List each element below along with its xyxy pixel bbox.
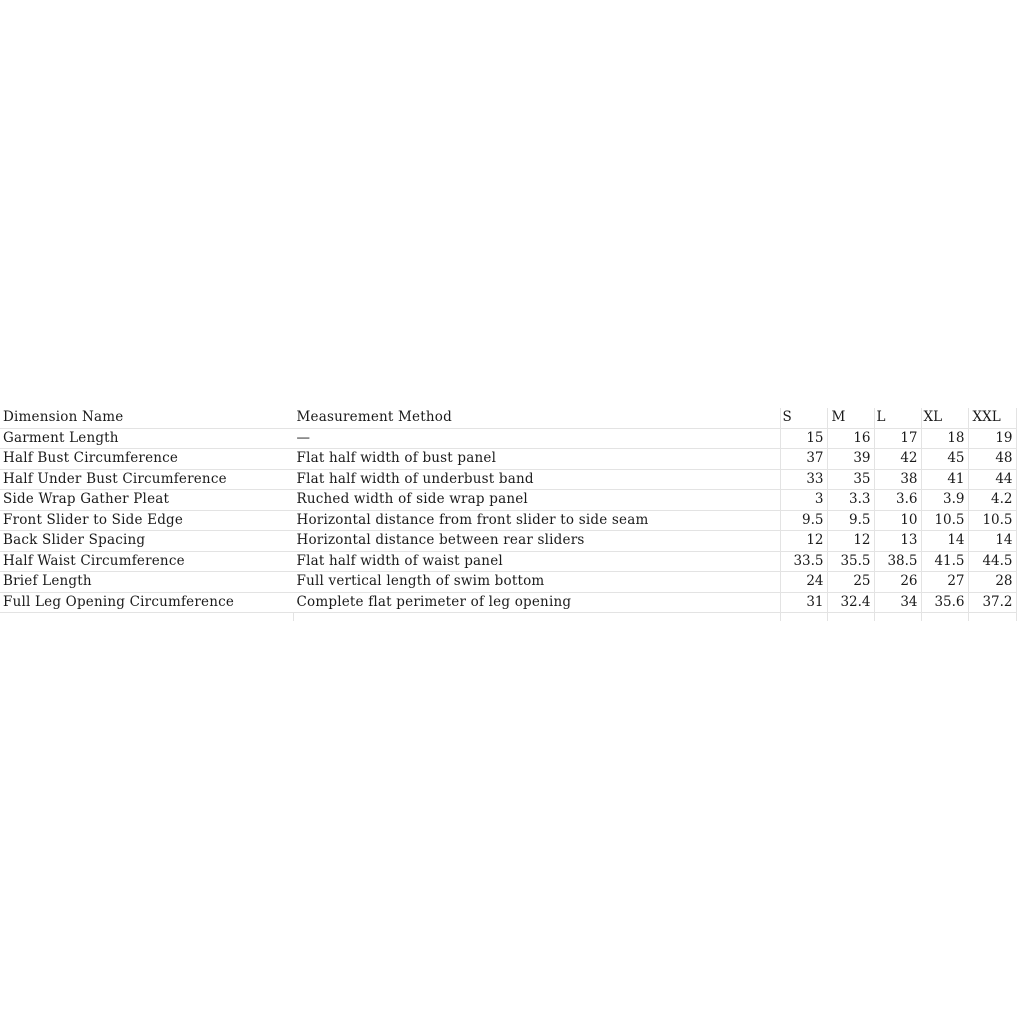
size-chart-table [0, 408, 1017, 621]
header-measurement-method[interactable]: Measurement Method [293, 408, 780, 428]
empty-cell[interactable] [780, 613, 827, 622]
table-row [0, 469, 1016, 490]
size-m-value-cell[interactable]: 35.5 [827, 551, 874, 572]
header-size-xxl[interactable]: XXL [968, 408, 1016, 428]
size-xl-value-cell[interactable]: 41.5 [921, 551, 968, 572]
size-s-value-cell[interactable]: 31 [780, 592, 827, 613]
size-xxl-value-cell[interactable]: 48 [968, 449, 1016, 470]
measurement-method-cell[interactable]: Horizontal distance between rear sliders [293, 531, 780, 552]
header-size-s[interactable]: S [780, 408, 827, 428]
size-l-value-cell[interactable]: 38.5 [874, 551, 921, 572]
size-xl-value-cell[interactable]: 27 [921, 572, 968, 593]
empty-grid-row [0, 613, 1016, 622]
table-row [0, 592, 1016, 613]
header-size-m[interactable]: M [827, 408, 874, 428]
table-row [0, 428, 1016, 449]
size-l-value-cell[interactable]: 13 [874, 531, 921, 552]
size-xxl-value-cell[interactable]: 28 [968, 572, 1016, 593]
empty-cell[interactable] [0, 613, 293, 622]
size-m-value-cell[interactable]: 12 [827, 531, 874, 552]
empty-cell[interactable] [293, 613, 780, 622]
empty-cell[interactable] [874, 613, 921, 622]
table-row [0, 510, 1016, 531]
size-m-value-cell[interactable]: 35 [827, 469, 874, 490]
size-s-value-cell[interactable]: 3 [780, 490, 827, 511]
header-row [0, 408, 1016, 428]
size-l-value-cell[interactable]: 38 [874, 469, 921, 490]
table-row [0, 531, 1016, 552]
dimension-name-cell[interactable]: Full Leg Opening Circumference [0, 592, 293, 613]
size-l-value-cell[interactable]: 17 [874, 428, 921, 449]
size-l-value-cell[interactable]: 42 [874, 449, 921, 470]
dimension-name-cell[interactable]: Brief Length [0, 572, 293, 593]
size-s-value-cell[interactable]: 37 [780, 449, 827, 470]
size-s-value-cell[interactable]: 33.5 [780, 551, 827, 572]
size-chart-sheet [0, 408, 1024, 621]
measurement-method-cell[interactable]: Flat half width of underbust band [293, 469, 780, 490]
size-xxl-value-cell[interactable]: 14 [968, 531, 1016, 552]
size-l-value-cell[interactable]: 10 [874, 510, 921, 531]
size-xxl-value-cell[interactable]: 44.5 [968, 551, 1016, 572]
size-xl-value-cell[interactable]: 41 [921, 469, 968, 490]
size-s-value-cell[interactable]: 15 [780, 428, 827, 449]
size-m-value-cell[interactable]: 25 [827, 572, 874, 593]
dimension-name-cell[interactable]: Side Wrap Gather Pleat [0, 490, 293, 511]
measurement-method-cell[interactable]: Complete flat perimeter of leg opening [293, 592, 780, 613]
size-xl-value-cell[interactable]: 10.5 [921, 510, 968, 531]
size-xxl-value-cell[interactable]: 10.5 [968, 510, 1016, 531]
measurement-method-cell[interactable]: Ruched width of side wrap panel [293, 490, 780, 511]
measurement-method-cell[interactable]: Full vertical length of swim bottom [293, 572, 780, 593]
header-size-xl[interactable]: XL [921, 408, 968, 428]
header-dimension-name[interactable]: Dimension Name [0, 408, 293, 428]
size-xl-value-cell[interactable]: 35.6 [921, 592, 968, 613]
size-m-value-cell[interactable]: 32.4 [827, 592, 874, 613]
size-m-value-cell[interactable]: 9.5 [827, 510, 874, 531]
size-s-value-cell[interactable]: 12 [780, 531, 827, 552]
size-xxl-value-cell[interactable]: 37.2 [968, 592, 1016, 613]
table-row [0, 490, 1016, 511]
size-m-value-cell[interactable]: 3.3 [827, 490, 874, 511]
measurement-method-cell[interactable]: — [293, 428, 780, 449]
header-size-l[interactable]: L [874, 408, 921, 428]
size-s-value-cell[interactable]: 9.5 [780, 510, 827, 531]
size-xxl-value-cell[interactable]: 19 [968, 428, 1016, 449]
size-m-value-cell[interactable]: 16 [827, 428, 874, 449]
dimension-name-cell[interactable]: Half Waist Circumference [0, 551, 293, 572]
size-s-value-cell[interactable]: 24 [780, 572, 827, 593]
size-s-value-cell[interactable]: 33 [780, 469, 827, 490]
size-xl-value-cell[interactable]: 45 [921, 449, 968, 470]
size-xl-value-cell[interactable]: 3.9 [921, 490, 968, 511]
size-m-value-cell[interactable]: 39 [827, 449, 874, 470]
measurement-method-cell[interactable]: Horizontal distance from front slider to side seam [293, 510, 780, 531]
dimension-name-cell[interactable]: Half Under Bust Circumference [0, 469, 293, 490]
measurement-method-cell[interactable]: Flat half width of bust panel [293, 449, 780, 470]
size-xl-value-cell[interactable]: 18 [921, 428, 968, 449]
size-l-value-cell[interactable]: 3.6 [874, 490, 921, 511]
size-xl-value-cell[interactable]: 14 [921, 531, 968, 552]
table-row [0, 551, 1016, 572]
measurement-method-cell[interactable]: Flat half width of waist panel [293, 551, 780, 572]
dimension-name-cell[interactable]: Garment Length [0, 428, 293, 449]
size-xxl-value-cell[interactable]: 44 [968, 469, 1016, 490]
table-row [0, 449, 1016, 470]
size-l-value-cell[interactable]: 26 [874, 572, 921, 593]
empty-cell[interactable] [921, 613, 968, 622]
dimension-name-cell[interactable]: Front Slider to Side Edge [0, 510, 293, 531]
dimension-name-cell[interactable]: Half Bust Circumference [0, 449, 293, 470]
empty-cell[interactable] [968, 613, 1016, 622]
size-l-value-cell[interactable]: 34 [874, 592, 921, 613]
empty-cell[interactable] [827, 613, 874, 622]
table-row [0, 572, 1016, 593]
size-xxl-value-cell[interactable]: 4.2 [968, 490, 1016, 511]
dimension-name-cell[interactable]: Back Slider Spacing [0, 531, 293, 552]
